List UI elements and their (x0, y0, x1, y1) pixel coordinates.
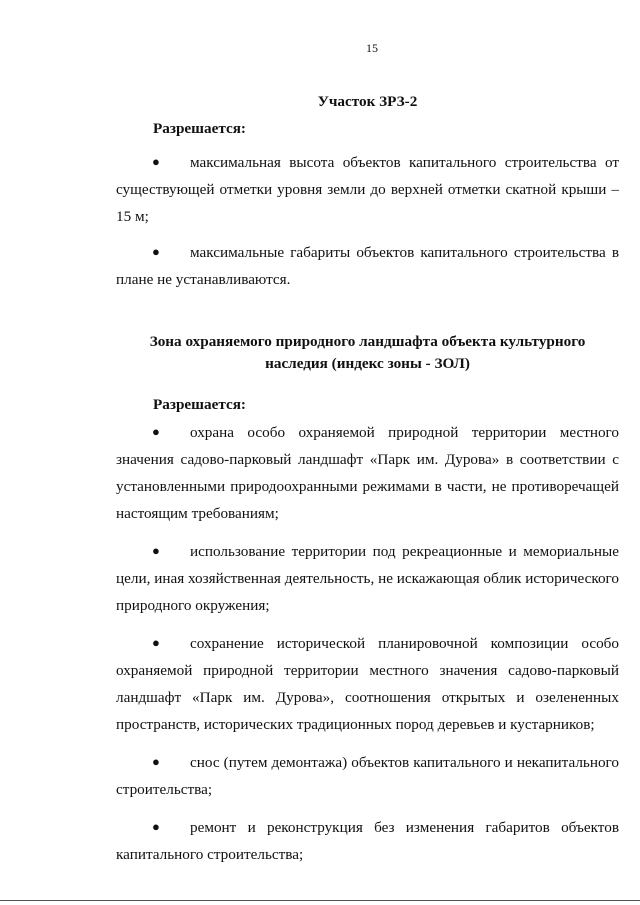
list-item (116, 148, 619, 230)
section-title-zrz2: Участок ЗРЗ-2 (317, 93, 418, 110)
list-item-text: максимальная высота объектов капитального строительства от существующей отметки уровня земли до верхней отметки скатной крыши – 15 м; (116, 154, 619, 225)
section-title-zol (116, 331, 619, 375)
list-item (116, 748, 619, 803)
page-number: 15 (366, 41, 378, 55)
bullet-icon: ● (152, 754, 160, 769)
allowed-label: Разрешается: (153, 396, 246, 413)
list-item (116, 629, 619, 738)
bullet-icon: ● (152, 154, 160, 169)
bullet-icon: ● (152, 635, 160, 650)
bullet-icon: ● (152, 819, 160, 834)
bullet-icon: ● (152, 424, 160, 439)
list-item (116, 418, 619, 527)
list-item-text: ремонт и реконструкция без изменения габаритов объектов капитального строительства; (116, 819, 619, 863)
list-item (116, 537, 619, 619)
page-bottom-rule (0, 900, 640, 901)
allowed-label: Разрешается: (153, 120, 246, 137)
document-body (116, 88, 619, 868)
bullet-icon: ● (152, 543, 160, 558)
list-item-text: сохранение исторической планировочной композиции особо охраняемой природной территории местного значения садово-парковый ландшафт «Парк им. Дурова», соотношения открытых и озелененных пространств, исторических традиционных пород деревьев и кустарников; (116, 635, 619, 733)
list-item-text: использование территории под рекреационные и мемориальные цели, иная хозяйственная деятельность, не искажающая облик исторического природного окружения; (116, 543, 619, 614)
list-item-text: снос (путем демонтажа) объектов капитального и некапитального строительства; (116, 754, 619, 798)
list-item-text: охрана особо охраняемой природной территории местного значения садово-парковый ландшафт «Парк им. Дурова» в соответствии с установленными природоохранными режимами в части, не противоречащей настоящим требованиям; (116, 424, 619, 522)
list-item (116, 238, 619, 293)
section-title-line: Зона охраняемого природного ландшафта объекта культурного (149, 333, 586, 350)
section-title-line: наследия (индекс зоны - ЗОЛ) (265, 355, 470, 372)
list-item-text: максимальные габариты объектов капитального строительства в плане не устанавливаются. (116, 244, 619, 288)
bullet-icon: ● (152, 244, 160, 259)
list-item (116, 813, 619, 868)
